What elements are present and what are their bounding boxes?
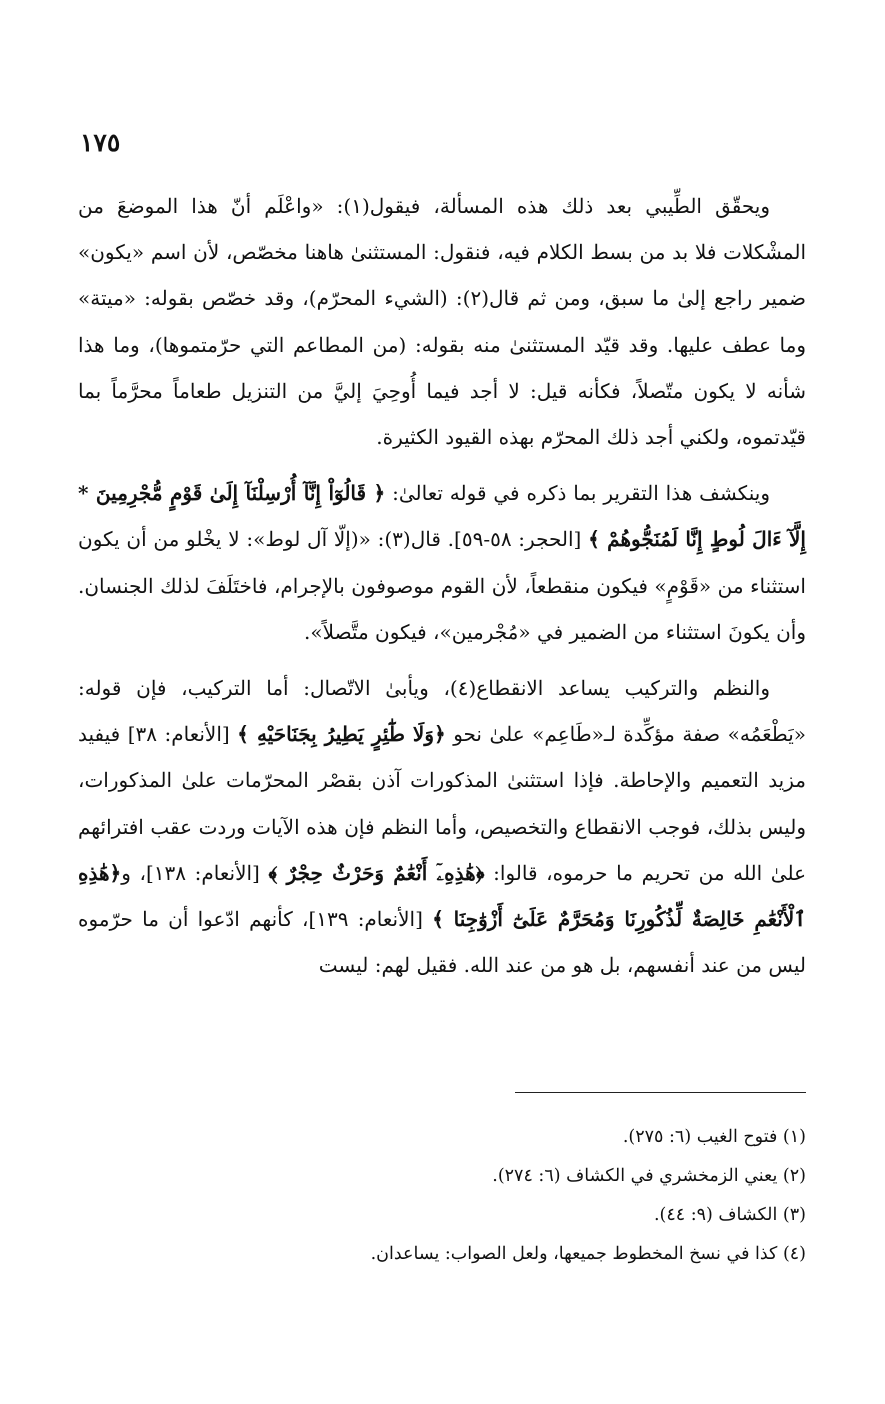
main-text [78, 183, 806, 998]
paragraph-3-lead: والنظم والتركيب يساعد الانقطاع(٤)، ويأبىٰ الاتّصال: أما التركيب، فإن قوله: «يَطْعَمُه» صفة مؤكِّدة لـ«طَاعِم» علىٰ نحو [78, 676, 806, 747]
paragraph-3 [78, 665, 806, 988]
paragraph-3-mid: [الأنعام: ٣٨] فيفيد مزيد التعميم والإحاطة. فإذا استثنىٰ المذكورات آذن بقصْر المحرّمات علىٰ المذكورات، وليس بذلك، فوجب الانقطاع والتخصيص، وأما النظم فإن هذه الآيات وردت عقب افترائهم علىٰ الله من تحريم ما حرموه، قالوا: [78, 722, 806, 885]
quran-verse: ﴿هَٰذِهِ ٱلْأَنْعَٰمِ خَالِصَةٌ لِّذُكُورِنَا وَمُحَرَّمٌ عَلَىٰٓ أَزْوَٰجِنَا ﴾ [78, 860, 806, 932]
footnotes [78, 1118, 806, 1274]
paragraph-3-rest: [الأنعام: ١٣٩]، كأنهم ادّعوا أن ما حرّموه ليس من عند أنفسهم، بل هو من عند الله. فقيل لهم: ليست [78, 907, 806, 978]
quran-verse: ﴿ قَالُوٓاْ إِنَّآ أُرْسِلْنَآ إِلَىٰ قَوْمٍ مُّجْرِمِينَ * إِلَّآ ءَالَ لُوطٍ إِنَّا لَمُنَجُّوهُمْ ﴾ [78, 481, 806, 552]
paragraph-1: ويحقّق الطِّيبي بعد ذلك هذه المسألة، فيقول(١): «واعْلَم أنّ هذا الموضعَ من المشْكلات فلا بد من بسط الكلام فيه، فنقول: المستثنىٰ هاهنا مخصّص، لأن اسم «يكون» ضمير راجع إلىٰ ما سبق، ومن ثم قال(٢): (الشيء المحرّم)، وقد خصّص بقوله: «ميتة» وما عطف عليها. وقد قيّد المستثنىٰ منه بقوله: (من المطاعم التي حرّمتموها)، وما هذا شأنه لا يكون متّصلاً، فكأنه قيل: لا أجد فيما أُوحِيَ إليَّ من التنزيل طعاماً محرَّماً بما قيّدتموه، ولكني أجد ذلك المحرّم بهذه القيود الكثيرة. [78, 194, 806, 450]
footnote-item: (١) فتوح الغيب (٦: ٢٧٥). [622, 1127, 806, 1147]
footnote-separator [515, 1092, 806, 1093]
paragraph-2-rest: [الحجر: ٥٨-٥٩]. قال(٣): «(إلّا آل لوط»: لا يخْلو من أن يكون استثناء من «قَوْمٍ» فيكون منقطعاً، لأن القوم موصوفون بالإجرام، فاختَلَفَ لذلك الجنسان. وأن يكونَ استثناء من الضمير في «مُجْرمين»، فيكون متَّصلاً». [78, 527, 806, 644]
footnote-item: (٤) كذا في نسخ المخطوط جميعها، ولعل الصواب: يساعدان. [370, 1244, 806, 1264]
page-number: ١٧٥ [80, 128, 121, 157]
paragraph-3-mid2: [الأنعام: ١٣٨]، و [121, 860, 269, 885]
paragraph-2 [78, 470, 806, 655]
footnote-item: (٢) يعني الزمخشري في الكشاف (٦: ٢٧٤). [492, 1166, 806, 1186]
paragraph-2-lead: وينكشف هذا التقرير بما ذكره في قوله تعالىٰ: [385, 481, 770, 506]
quran-verse: ﴿هَٰذِهِۦٓ أَنْعَٰمٌ وَحَرْثٌ حِجْرٌ ﴾ [268, 860, 485, 885]
quran-verse: ﴿وَلَا طَٰٓئِرٍ يَطِيرُ بِجَنَاحَيْهِ ﴾ [237, 722, 446, 747]
footnote-item: (٣) الكشاف (٩: ٤٤). [653, 1205, 806, 1225]
